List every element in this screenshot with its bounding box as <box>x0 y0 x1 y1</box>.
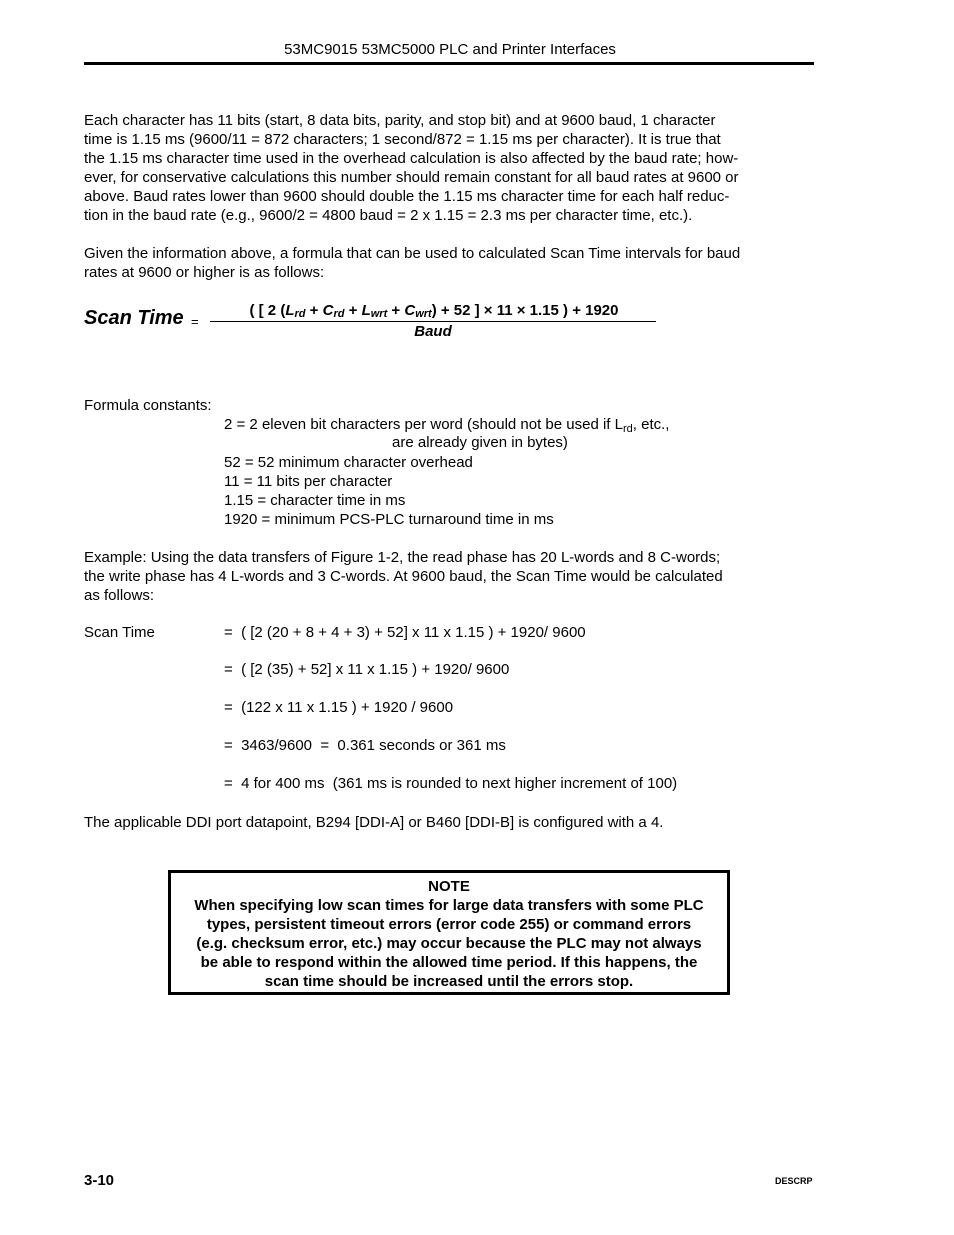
calculation-step: = ( [2 (35) + 52] x 11 x 1.15 ) + 1920/ 9600 <box>224 661 510 678</box>
text-line: rates at 9600 or higher is as follows: <box>84 264 325 281</box>
constant-line: 52 = 52 minimum character overhead <box>224 454 473 471</box>
text-line: as follows: <box>84 587 155 604</box>
paragraph-example <box>84 548 814 605</box>
text-line: Each character has 11 bits (start, 8 data bits, parity, and stop bit) and at 9600 baud, 1 character <box>84 112 716 129</box>
closing-statement: The applicable DDI port datapoint, B294 [DDI-A] or B460 [DDI-B] is configured with a 4. <box>84 814 664 831</box>
formula-lhs: Scan Time <box>84 307 184 329</box>
constant-line: 11 = 11 bits per character <box>224 473 393 490</box>
formula-plus: + <box>387 302 405 319</box>
formula-fraction-bar <box>210 321 656 322</box>
constants-heading: Formula constants: <box>84 397 212 414</box>
text-line: ever, for conservative calculations this number should remain constant for all baud rates at 9600 or <box>84 169 739 186</box>
page-header-title: 53MC9015 53MC5000 PLC and Printer Interfaces <box>284 41 616 58</box>
formula-denominator: Baud <box>414 323 452 340</box>
constant-line: 1.15 = character time in ms <box>224 492 406 509</box>
paragraph-character-timing <box>84 111 814 225</box>
note-line: be able to respond within the allowed time period. If this happens, the <box>200 954 698 971</box>
text-line: Example: Using the data transfers of Figure 1-2, the read phase has 20 L-words and 8 C-words; <box>84 549 721 566</box>
section-code: DESCRP <box>775 1176 813 1186</box>
text-line: tion in the baud rate (e.g., 9600/2 = 4800 baud = 2 x 1.15 = 2.3 ms per character time, etc.). <box>84 207 693 224</box>
formula-plus: + <box>305 302 323 319</box>
page-number: 3-10 <box>84 1172 115 1189</box>
header-rule <box>84 62 814 65</box>
constant-subscript: rd <box>623 423 633 435</box>
constant-text: , etc., <box>632 416 670 433</box>
constant-text: 2 = 2 eleven bit characters per word (should not be used if L <box>224 416 623 433</box>
note-box <box>168 870 730 995</box>
calculation-step: = 3463/9600 = 0.361 seconds or 361 ms <box>224 737 506 754</box>
formula-plus: + <box>344 302 362 319</box>
formula-close: ) + 52 ] × 11 × 1.15 ) + 1920 <box>431 302 619 319</box>
note-title: NOTE <box>428 878 470 895</box>
formula-sub-rd: rd <box>333 308 345 320</box>
note-line: scan time should be increased until the errors stop. <box>264 973 634 990</box>
formula-lw: L <box>361 302 371 319</box>
formula-open: ( [ 2 ( <box>249 302 286 319</box>
text-line: time is 1.15 ms (9600/11 = 872 characters; 1 second/872 = 1.15 ms per character). It is true that <box>84 131 721 148</box>
note-line: types, persistent timeout errors (error code 255) or command errors <box>206 916 692 933</box>
text-line: above. Baud rates lower than 9600 should double the 1.15 ms character time for each half reduc- <box>84 188 730 205</box>
calculation-step: = ( [2 (20 + 8 + 4 + 3) + 52] x 11 x 1.15 ) + 1920/ 9600 <box>224 624 586 641</box>
text-line: the write phase has 4 L-words and 3 C-words. At 9600 baud, the Scan Time would be calculated <box>84 568 723 585</box>
text-line: Given the information above, a formula that can be used to calculated Scan Time intervals for baud <box>84 245 741 262</box>
formula-sub-wrt: wrt <box>370 308 388 320</box>
formula-l: L <box>285 302 295 319</box>
formula-equals: = <box>191 314 199 329</box>
formula-sub-wrt: wrt <box>415 308 432 320</box>
formula-cw: C <box>404 302 416 319</box>
constant-line-continued: are already given in bytes) <box>392 434 568 451</box>
text-line: the 1.15 ms character time used in the overhead calculation is also affected by the baud rate; how- <box>84 150 739 167</box>
calculation-step: = (122 x 11 x 1.15 ) + 1920 / 9600 <box>224 699 454 716</box>
note-line: (e.g. checksum error, etc.) may occur because the PLC may not always <box>196 935 702 952</box>
calculation-label: Scan Time <box>84 624 155 641</box>
note-line: When specifying low scan times for large data transfers with some PLC <box>194 897 704 914</box>
formula-c: C <box>322 302 334 319</box>
paragraph-formula-intro <box>84 244 814 282</box>
formula-sub-rd: rd <box>294 308 306 320</box>
formula-numerator <box>212 302 656 320</box>
constant-line: 1920 = minimum PCS-PLC turnaround time in ms <box>224 511 554 528</box>
calculation-step: = 4 for 400 ms (361 ms is rounded to next higher increment of 100) <box>224 775 678 792</box>
